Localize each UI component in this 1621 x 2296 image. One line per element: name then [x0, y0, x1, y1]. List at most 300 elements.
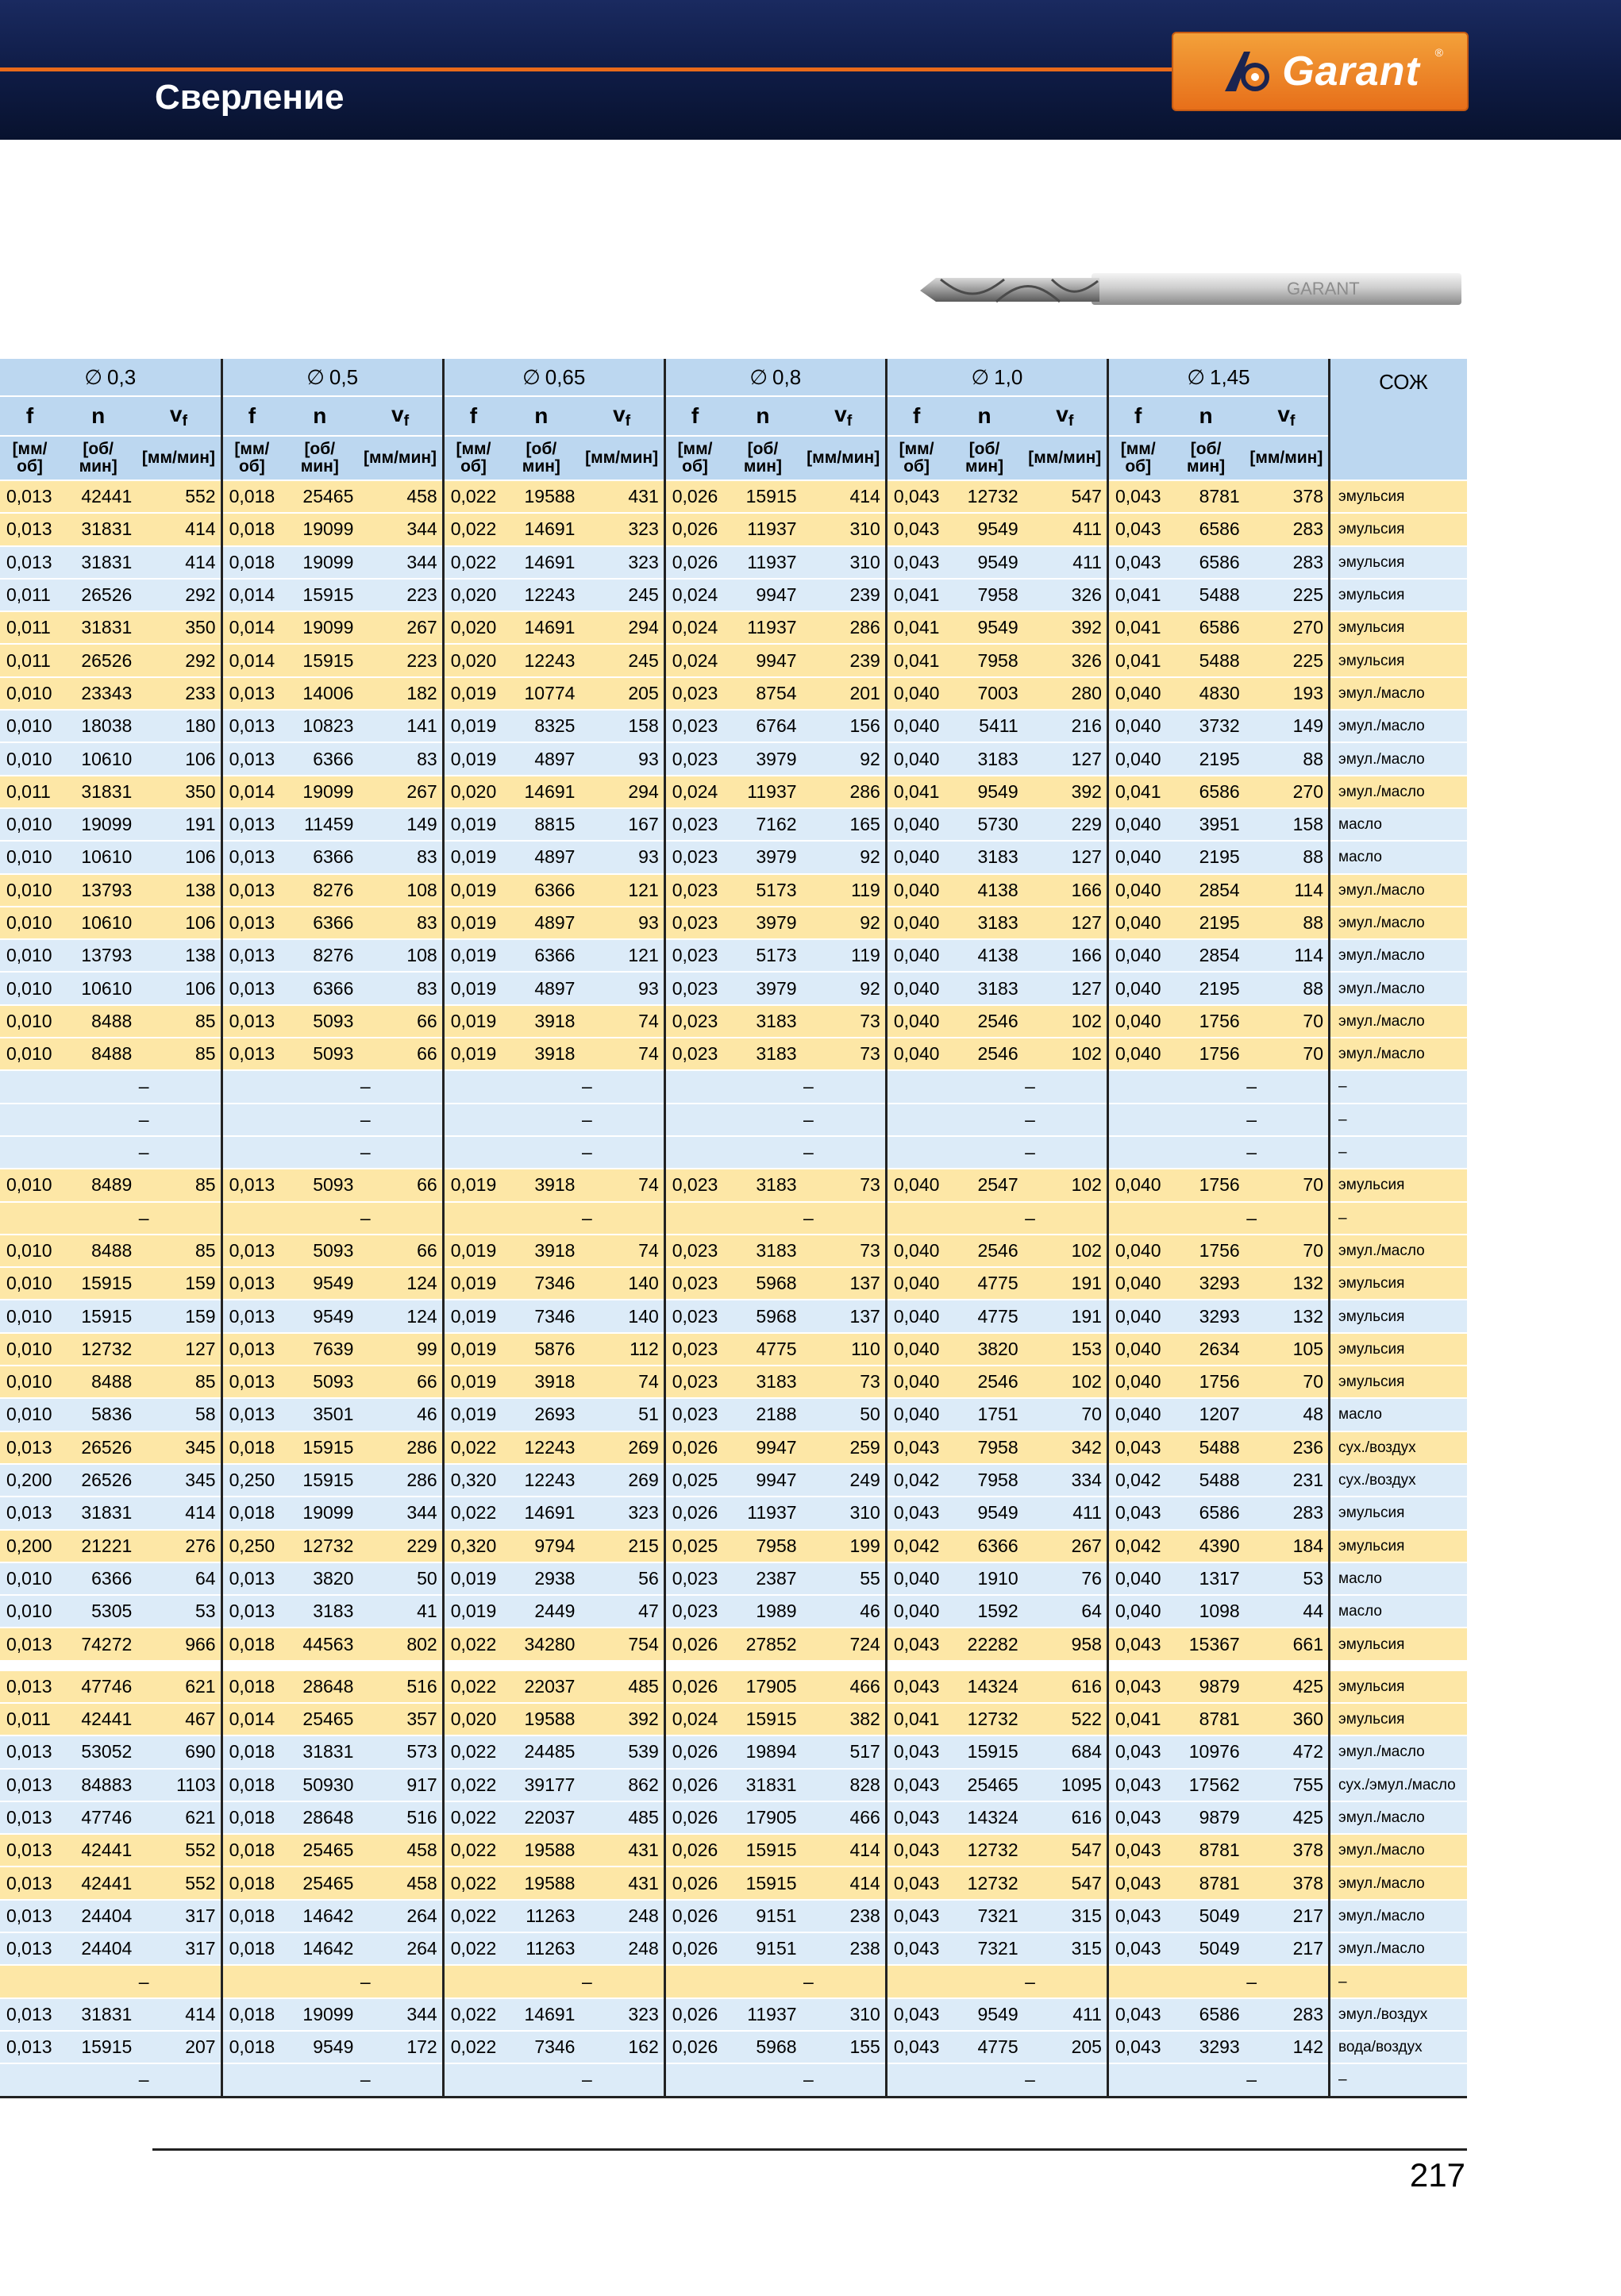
value-cell: 92 [802, 841, 887, 873]
unit-label: [мм/мин] [585, 449, 659, 467]
value-cell: 167 [579, 808, 664, 841]
diameter-header [886, 359, 1107, 396]
diameter-header [0, 359, 221, 396]
value-cell: 0,040 [1107, 1366, 1167, 1398]
table-row-empty [0, 1965, 1467, 1997]
value-cell: 3183 [945, 972, 1022, 1004]
value-cell: 6586 [1167, 611, 1244, 644]
value-cell: 9549 [945, 1497, 1022, 1529]
value-cell: 0,013 [0, 1998, 60, 2031]
table-row [0, 1769, 1467, 1801]
value-cell: 70 [1245, 1038, 1330, 1070]
empty-value-cell: – [443, 1202, 664, 1235]
value-cell: 42441 [60, 1703, 137, 1735]
value-cell: 0,041 [886, 579, 945, 611]
value-cell: 0,011 [0, 1703, 60, 1735]
value-cell: 3918 [502, 1038, 579, 1070]
value-cell: 0,043 [886, 1735, 945, 1768]
value-cell: 2195 [1167, 907, 1244, 939]
param-label: n [313, 403, 327, 428]
table-row [0, 1595, 1467, 1628]
value-cell: 85 [137, 1366, 221, 1398]
value-cell: 0,040 [886, 742, 945, 775]
empty-value-cell: – [443, 1070, 664, 1103]
value-cell: 0,023 [664, 808, 724, 841]
value-cell: 70 [1245, 1005, 1330, 1038]
unit-label: мин] [743, 457, 782, 476]
value-cell: 6366 [502, 939, 579, 972]
value-cell: 48 [1245, 1398, 1330, 1431]
value-cell: 684 [1023, 1735, 1108, 1768]
value-cell: 8754 [724, 677, 801, 710]
value-cell: 6764 [724, 710, 801, 742]
value-cell: 0,043 [1107, 1431, 1167, 1464]
value-cell: 1756 [1167, 1366, 1244, 1398]
value-cell: 74 [579, 1169, 664, 1201]
value-cell: 92 [802, 742, 887, 775]
unit-label: [мм/мин] [141, 449, 215, 467]
unit-header [886, 436, 945, 480]
empty-value-cell: – [221, 2063, 443, 2097]
coolant-cell: масло [1330, 841, 1468, 873]
value-cell: 165 [802, 808, 887, 841]
table-row [0, 513, 1467, 545]
value-cell: 73 [802, 1005, 887, 1038]
table-row [0, 1464, 1467, 1497]
value-cell: 9549 [281, 1300, 358, 1332]
value-cell: 0,043 [1107, 1671, 1167, 1703]
value-cell: 458 [358, 480, 443, 513]
value-cell: 239 [802, 644, 887, 676]
value-cell: 4775 [945, 1267, 1022, 1300]
value-cell: 0,023 [664, 1333, 724, 1366]
value-cell: 414 [137, 546, 221, 579]
value-cell: 83 [358, 742, 443, 775]
value-cell: 0,013 [221, 874, 281, 907]
value-cell: 182 [358, 677, 443, 710]
value-cell: 66 [358, 1169, 443, 1201]
value-cell: 10823 [281, 710, 358, 742]
value-cell: 231 [1245, 1464, 1330, 1497]
value-cell: 5968 [724, 1300, 801, 1332]
value-cell: 0,026 [664, 1769, 724, 1801]
value-cell: 19099 [281, 776, 358, 808]
value-cell: 0,010 [0, 907, 60, 939]
value-cell: 9947 [724, 644, 801, 676]
value-cell: 0,041 [886, 776, 945, 808]
value-cell: 0,010 [0, 677, 60, 710]
value-cell: 14642 [281, 1900, 358, 1932]
value-cell: 132 [1245, 1300, 1330, 1332]
value-cell: 0,043 [886, 1866, 945, 1899]
value-cell: 0,019 [443, 808, 502, 841]
value-cell: 64 [137, 1562, 221, 1595]
value-cell: 0,010 [0, 1398, 60, 1431]
value-cell: 0,022 [443, 513, 502, 545]
value-cell: 516 [358, 1801, 443, 1834]
value-cell: 0,019 [443, 1235, 502, 1267]
value-cell: 3979 [724, 907, 801, 939]
value-cell: 0,040 [1107, 907, 1167, 939]
param-subscript: f [625, 411, 631, 430]
value-cell: 8325 [502, 710, 579, 742]
value-cell: 0,043 [886, 1801, 945, 1834]
value-cell: 0,025 [664, 1464, 724, 1497]
value-cell: 138 [137, 939, 221, 972]
value-cell: 0,043 [886, 1431, 945, 1464]
value-cell: 0,013 [0, 1769, 60, 1801]
empty-value-cell: – [443, 1965, 664, 1997]
empty-value-cell: – [221, 1104, 443, 1136]
value-cell: 0,024 [664, 776, 724, 808]
empty-value-cell: – [443, 1104, 664, 1136]
value-cell: 0,014 [221, 776, 281, 808]
value-cell: 552 [137, 1834, 221, 1866]
coolant-cell: эмул./масло [1330, 1932, 1468, 1965]
value-cell: 93 [579, 742, 664, 775]
value-cell: 0,010 [0, 1005, 60, 1038]
value-cell: 19894 [724, 1735, 801, 1768]
value-cell: 0,043 [886, 1834, 945, 1866]
value-cell: 70 [1245, 1169, 1330, 1201]
value-cell: 24485 [502, 1735, 579, 1768]
value-cell: 92 [802, 907, 887, 939]
value-cell: 236 [1245, 1431, 1330, 1464]
value-cell: 0,040 [1107, 841, 1167, 873]
value-cell: 755 [1245, 1769, 1330, 1801]
value-cell: 264 [358, 1900, 443, 1932]
value-cell: 467 [137, 1703, 221, 1735]
value-cell: 106 [137, 841, 221, 873]
value-cell: 0,010 [0, 1595, 60, 1628]
value-cell: 24404 [60, 1900, 137, 1932]
value-cell: 0,010 [0, 1038, 60, 1070]
value-cell: 522 [1023, 1703, 1108, 1735]
value-cell: 216 [1023, 710, 1108, 742]
value-cell: 46 [358, 1398, 443, 1431]
value-cell: 0,013 [221, 710, 281, 742]
value-cell: 431 [579, 1866, 664, 1899]
value-cell: 458 [358, 1834, 443, 1866]
value-cell: 5093 [281, 1038, 358, 1070]
unit-header [0, 436, 60, 480]
empty-value-cell: – [0, 1104, 221, 1136]
value-cell: 44563 [281, 1628, 358, 1660]
value-cell: 66 [358, 1235, 443, 1267]
value-cell: 19588 [502, 480, 579, 513]
table-row [0, 1497, 1467, 1529]
value-cell: 26526 [60, 579, 137, 611]
value-cell: 223 [358, 579, 443, 611]
value-cell: 0,043 [886, 1932, 945, 1965]
param-label: f [912, 403, 921, 428]
value-cell: 0,040 [886, 939, 945, 972]
value-cell: 0,040 [1107, 1333, 1167, 1366]
value-cell: 414 [802, 480, 887, 513]
value-cell: 47746 [60, 1671, 137, 1703]
value-cell: 0,043 [886, 1497, 945, 1529]
value-cell: 411 [1023, 513, 1108, 545]
page-number: 217 [1409, 2156, 1465, 2194]
value-cell: 74 [579, 1038, 664, 1070]
value-cell: 9947 [724, 1431, 801, 1464]
coolant-cell: масло [1330, 808, 1468, 841]
coolant-cell: эмульсия [1330, 513, 1468, 545]
unit-label: [мм/ [677, 440, 713, 458]
value-cell: 0,043 [1107, 1900, 1167, 1932]
value-cell: 539 [579, 1735, 664, 1768]
value-cell: 5093 [281, 1235, 358, 1267]
value-cell: 121 [579, 874, 664, 907]
value-cell: 0,026 [664, 513, 724, 545]
value-cell: 5411 [945, 710, 1022, 742]
value-cell: 0,010 [0, 742, 60, 775]
table-row [0, 1235, 1467, 1267]
unit-header [1023, 436, 1108, 480]
value-cell: 326 [1023, 579, 1108, 611]
table-row [0, 1300, 1467, 1332]
value-cell: 0,019 [443, 1562, 502, 1595]
value-cell: 12732 [281, 1530, 358, 1562]
drill-engraving-text: GARANT [1287, 279, 1360, 299]
value-cell: 0,010 [0, 1169, 60, 1201]
value-cell: 22037 [502, 1671, 579, 1703]
value-cell: 2547 [945, 1169, 1022, 1201]
value-cell: 31831 [60, 546, 137, 579]
value-cell: 2449 [502, 1595, 579, 1628]
value-cell: 0,020 [443, 1703, 502, 1735]
value-cell: 14691 [502, 513, 579, 545]
value-cell: 15915 [281, 1431, 358, 1464]
param-subscript: f [182, 411, 187, 430]
value-cell: 53 [1245, 1562, 1330, 1595]
table-row [0, 1998, 1467, 2031]
value-cell: 0,013 [0, 1834, 60, 1866]
value-cell: 102 [1023, 1005, 1108, 1038]
value-cell: 754 [579, 1628, 664, 1660]
value-cell: 2546 [945, 1235, 1022, 1267]
value-cell: 0,022 [443, 1497, 502, 1529]
value-cell: 12732 [945, 1703, 1022, 1735]
value-cell: 88 [1245, 972, 1330, 1004]
value-cell: 616 [1023, 1671, 1108, 1703]
value-cell: 458 [358, 1866, 443, 1899]
value-cell: 0,019 [443, 1398, 502, 1431]
value-cell: 323 [579, 1497, 664, 1529]
value-cell: 2854 [1167, 939, 1244, 972]
value-cell: 22037 [502, 1801, 579, 1834]
value-cell: 517 [802, 1735, 887, 1768]
value-cell: 44 [1245, 1595, 1330, 1628]
value-cell: 6366 [60, 1562, 137, 1595]
diameter-header [221, 359, 443, 396]
unit-header [358, 436, 443, 480]
value-cell: 0,018 [221, 1628, 281, 1660]
value-cell: 2195 [1167, 972, 1244, 1004]
value-cell: 138 [137, 874, 221, 907]
coolant-cell: эмул./масло [1330, 1834, 1468, 1866]
value-cell: 6586 [1167, 1497, 1244, 1529]
value-cell: 917 [358, 1769, 443, 1801]
value-cell: 31831 [60, 1497, 137, 1529]
value-cell: 0,013 [0, 1497, 60, 1529]
unit-label: об] [238, 457, 265, 476]
value-cell: 0,041 [886, 611, 945, 644]
value-cell: 2195 [1167, 742, 1244, 775]
value-cell: 4138 [945, 874, 1022, 907]
value-cell: 0,040 [886, 841, 945, 873]
value-cell: 350 [137, 776, 221, 808]
empty-value-cell: – [0, 1965, 221, 1997]
value-cell: 93 [579, 907, 664, 939]
value-cell: 5093 [281, 1005, 358, 1038]
param-subscript: f [846, 411, 853, 430]
coolant-cell: эмульсия [1330, 1300, 1468, 1332]
unit-label: [об/ [1190, 440, 1222, 458]
unit-header [281, 436, 358, 480]
value-cell: 0,019 [443, 939, 502, 972]
value-cell: 83 [358, 972, 443, 1004]
value-cell: 0,013 [0, 1735, 60, 1768]
unit-header [1245, 436, 1330, 480]
diameter-header [664, 359, 886, 396]
value-cell: 1103 [137, 1769, 221, 1801]
value-cell: 0,010 [0, 808, 60, 841]
value-cell: 225 [1245, 579, 1330, 611]
cutting-data-table [0, 359, 1467, 2098]
value-cell: 1989 [724, 1595, 801, 1628]
param-header-v [802, 396, 887, 436]
param-subscript: f [1289, 411, 1296, 430]
coolant-cell: эмул./масло [1330, 677, 1468, 710]
value-cell: 18038 [60, 710, 137, 742]
value-cell: 8276 [281, 939, 358, 972]
value-cell: 0,018 [221, 1497, 281, 1529]
value-cell: 8488 [60, 1038, 137, 1070]
value-cell: 0,040 [1107, 1169, 1167, 1201]
param-label: v [169, 402, 183, 427]
value-cell: 0,026 [664, 1431, 724, 1464]
value-cell: 0,041 [1107, 776, 1167, 808]
value-cell: 7639 [281, 1333, 358, 1366]
value-cell: 392 [579, 1703, 664, 1735]
empty-value-cell: – [886, 1965, 1107, 1997]
value-cell: 31831 [60, 1998, 137, 2031]
value-cell: 431 [579, 480, 664, 513]
coolant-cell: эмульсия [1330, 1333, 1468, 1366]
coolant-cell: эмул./масло [1330, 1900, 1468, 1932]
value-cell: 0,040 [886, 1366, 945, 1398]
value-cell: 39177 [502, 1769, 579, 1801]
value-cell: 9879 [1167, 1671, 1244, 1703]
value-cell: 0,041 [1107, 611, 1167, 644]
empty-value-cell: – [886, 1202, 1107, 1235]
value-cell: 5049 [1167, 1932, 1244, 1965]
value-cell: 7958 [945, 579, 1022, 611]
value-cell: 15915 [281, 579, 358, 611]
value-cell: 0,023 [664, 939, 724, 972]
value-cell: 286 [802, 611, 887, 644]
value-cell: 414 [137, 1497, 221, 1529]
value-cell: 344 [358, 1497, 443, 1529]
table-row [0, 1628, 1467, 1660]
value-cell: 292 [137, 644, 221, 676]
param-header-f [0, 396, 60, 436]
param-label: v [613, 402, 626, 427]
param-label: v [391, 402, 404, 427]
value-cell: 127 [1023, 742, 1108, 775]
value-cell: 21221 [60, 1530, 137, 1562]
value-cell: 19099 [281, 611, 358, 644]
value-cell: 159 [137, 1300, 221, 1332]
value-cell: 193 [1245, 677, 1330, 710]
value-cell: 0,013 [0, 1866, 60, 1899]
unit-label: об] [17, 457, 43, 476]
value-cell: 22282 [945, 1628, 1022, 1660]
value-cell: 0,024 [664, 1703, 724, 1735]
coolant-cell: эмул./масло [1330, 907, 1468, 939]
value-cell: 0,018 [221, 1900, 281, 1932]
param-label: f [248, 403, 256, 428]
diameter-icon: ∅ [84, 364, 103, 389]
empty-value-cell: – [1107, 2063, 1329, 2097]
value-cell: 229 [358, 1530, 443, 1562]
empty-value-cell: – [664, 1965, 886, 1997]
table-row [0, 480, 1467, 513]
value-cell: 149 [1245, 710, 1330, 742]
value-cell: 191 [1023, 1300, 1108, 1332]
value-cell: 345 [137, 1431, 221, 1464]
value-cell: 0,024 [664, 644, 724, 676]
value-cell: 5093 [281, 1366, 358, 1398]
value-cell: 0,040 [1107, 1038, 1167, 1070]
table-row [0, 874, 1467, 907]
value-cell: 0,019 [443, 1300, 502, 1332]
table-row [0, 742, 1467, 775]
unit-label: мин] [79, 457, 117, 476]
empty-value-cell: – [0, 1070, 221, 1103]
table-row-empty [0, 1104, 1467, 1136]
value-cell: 0,041 [886, 1703, 945, 1735]
value-cell: 552 [137, 480, 221, 513]
value-cell: 73 [802, 1366, 887, 1398]
value-cell: 0,043 [886, 1998, 945, 2031]
value-cell: 310 [802, 513, 887, 545]
value-cell: 0,040 [886, 1595, 945, 1628]
value-cell: 0,020 [443, 579, 502, 611]
param-header-v [137, 396, 221, 436]
value-cell: 106 [137, 742, 221, 775]
value-cell: 158 [579, 710, 664, 742]
value-cell: 6366 [281, 972, 358, 1004]
value-cell: 0,040 [886, 808, 945, 841]
value-cell: 382 [802, 1703, 887, 1735]
value-cell: 5173 [724, 874, 801, 907]
value-cell: 4138 [945, 939, 1022, 972]
value-cell: 3293 [1167, 2031, 1244, 2063]
value-cell: 6366 [281, 841, 358, 873]
value-cell: 0,023 [664, 1366, 724, 1398]
value-cell: 0,040 [1107, 972, 1167, 1004]
unit-header [60, 436, 137, 480]
value-cell: 8781 [1167, 1834, 1244, 1866]
value-cell: 0,320 [443, 1464, 502, 1497]
table-row [0, 939, 1467, 972]
unit-label: [об/ [968, 440, 1000, 458]
value-cell: 286 [802, 776, 887, 808]
unit-header [802, 436, 887, 480]
value-cell: 0,010 [0, 939, 60, 972]
